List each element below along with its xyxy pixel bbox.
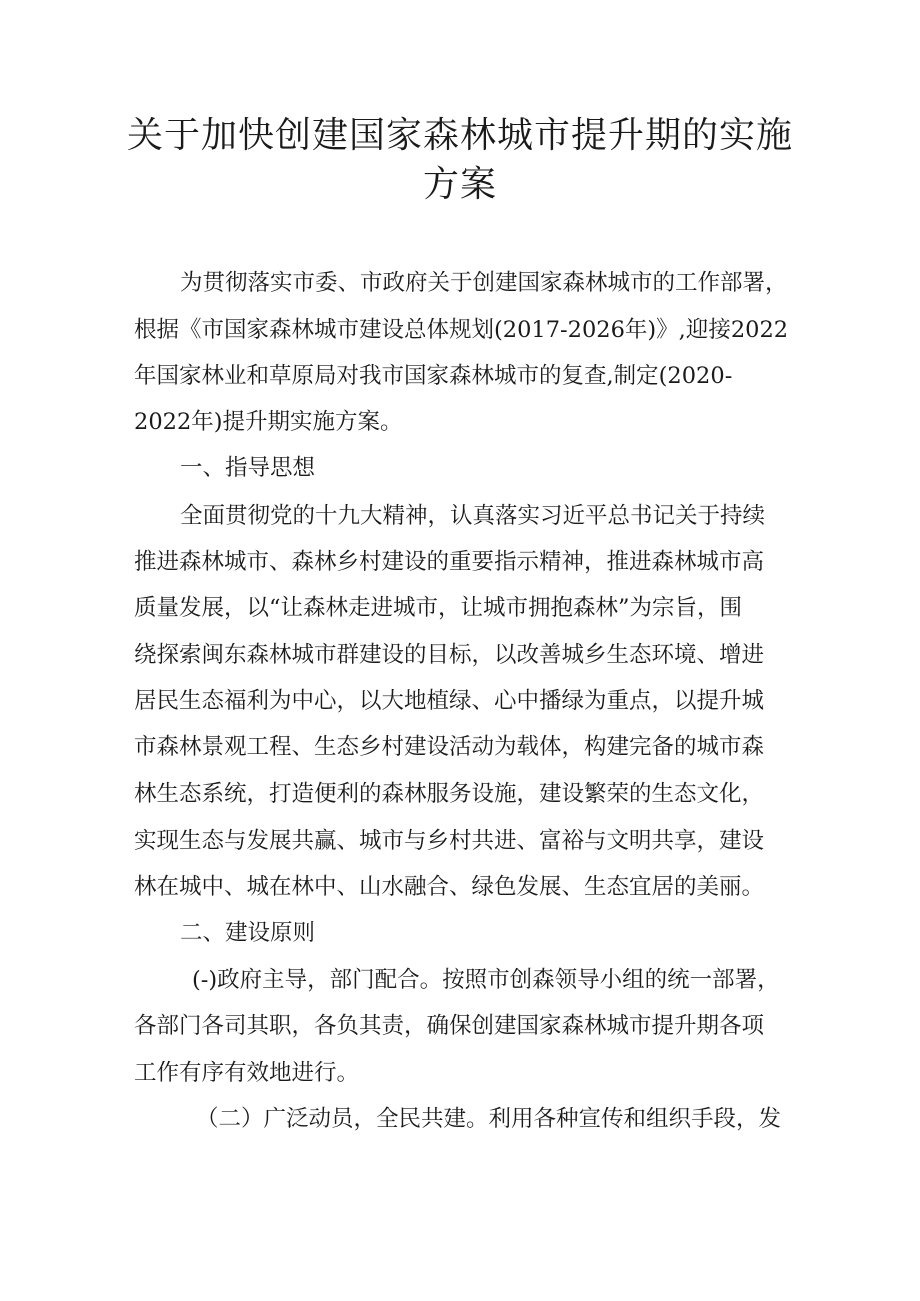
paragraph-line: 工作有序有效地进行。 (134, 1060, 360, 1086)
paragraph-line: 质量发展，以“让森林走进城市，让城市拥抱森林”为宗旨，围 (134, 595, 743, 621)
paragraph-line: 年国家林业和草原局对我市国家森林城市的复查,制定(2020- (134, 363, 733, 389)
paragraph-line: 林生态系统，打造便利的森林服务设施，建设繁荣的生态文化， (134, 781, 765, 807)
paragraph-line: 全面贯彻党的十九大精神，认真落实习近平总书记关于持续 (180, 503, 766, 529)
paragraph-line: (-)政府主导，部门配合。按照市创森领导小组的统一部署， (192, 967, 780, 993)
paragraph-line: 2022年)提升期实施方案。 (134, 409, 403, 435)
paragraph-line: 各部门各司其职，各负其责，确保创建国家森林城市提升期各项 (134, 1013, 765, 1039)
paragraph-line: 居民生态福利为中心，以大地植绿、心中播绿为重点，以提升城 (134, 688, 765, 714)
section-heading: 二、建设原则 (180, 920, 316, 946)
paragraph-line: 实现生态与发展共赢、城市与乡村共进、富裕与文明共享，建设 (134, 828, 765, 854)
section-heading: 一、指导思想 (180, 455, 316, 481)
paragraph-line: （二）广泛动员，全民共建。利用各种宣传和组织手段，发 (196, 1106, 782, 1132)
paragraph-line: 根据《市国家森林城市建设总体规划(2017-2026年)》,迎接2022 (134, 317, 789, 343)
paragraph-line: 推进森林城市、森林乡村建设的重要指示精神，推进森林城市高 (134, 549, 765, 575)
document-title-line-2: 方案 (422, 164, 497, 205)
paragraph-line: 为贯彻落实市委、市政府关于创建国家森林城市的工作部署， (180, 270, 788, 296)
document-title-line-1: 关于加快创建国家森林城市提升期的实施 (126, 115, 793, 156)
paragraph-line: 林在城中、城在林中、山水融合、绿色发展、生态宜居的美丽。 (134, 874, 765, 900)
paragraph-line: 市森林景观工程、生态乡村建设活动为载体，构建完备的城市森 (134, 734, 765, 760)
paragraph-line: 绕探索闽东森林城市群建设的目标，以改善城乡生态环境、增进 (134, 642, 765, 668)
